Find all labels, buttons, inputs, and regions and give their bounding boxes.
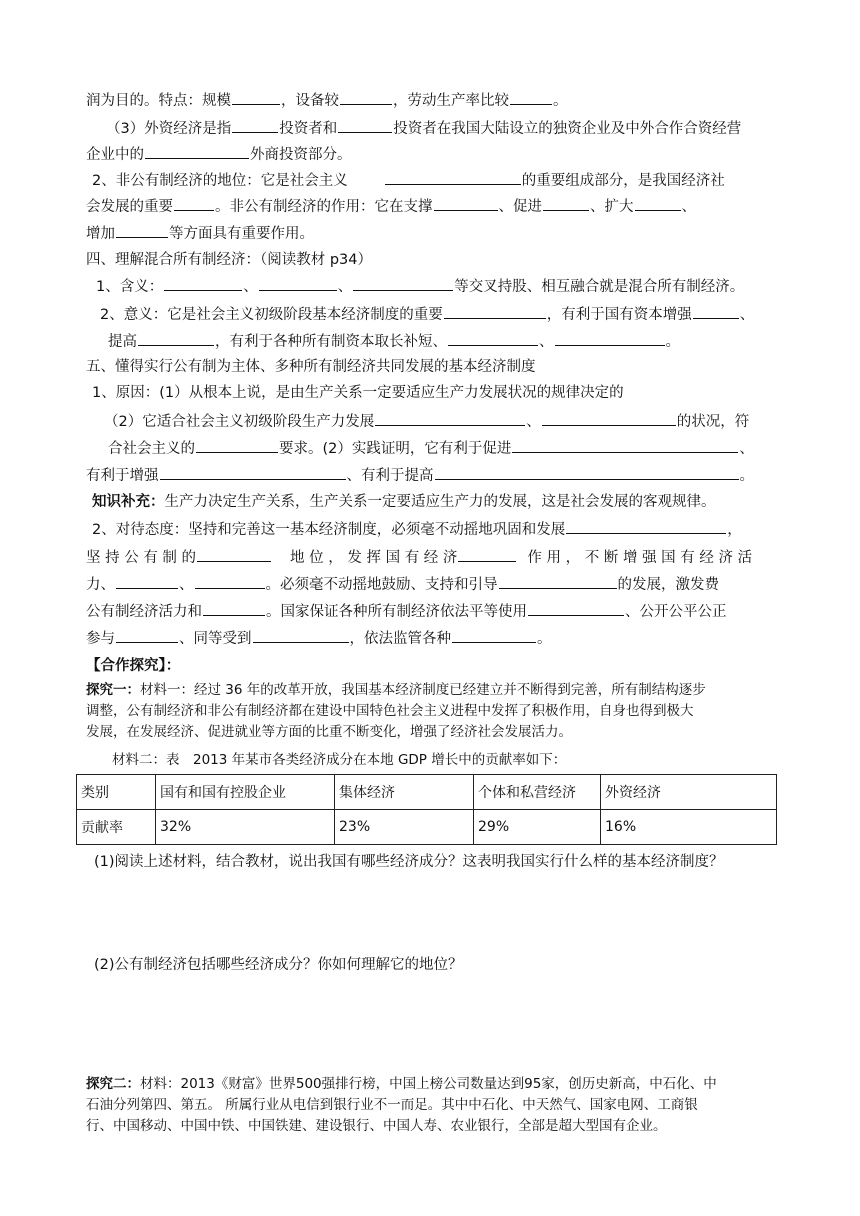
blank [635,196,681,211]
blank [693,304,739,319]
material2-caption: 材料二：表 2013 年某市各类经济成分在本地 GDP 增长中的贡献率如下： [112,752,567,768]
blank [543,196,589,211]
reason-line3: 合社会主义的 要求。(2）实践证明，它有利于促进 、 [108,438,800,459]
blank [203,601,265,616]
blank [434,196,498,211]
table-row [77,810,777,845]
explore-heading: 【合作探究】： [86,658,181,674]
question-2: (2)公有制经济包括哪些经济成分？你如何理解它的地位？ [94,957,463,973]
blank [232,118,278,133]
attitude-line4: 公有制经济活力和 。国家保证各种所有制经济依法平等使用 、公开公平公正 [86,601,800,622]
blank [174,196,214,211]
reason-line4: 有利于增强 、有利于提高 。 [86,465,800,486]
blank [116,223,168,238]
sec3-line2: （3）外资经济是指 投资者和 投资者在我国大陆设立的独资企业及中外合作合资经营 [106,118,800,139]
attitude-line1: 2、对待态度：坚持和完善这一基本经济制度，必须毫不动摇地巩固和发展 ， [92,519,800,540]
sec3-line3: 企业中的 外商投资部分。 [86,144,800,165]
blank [499,574,617,589]
explore1-line3: 发展，在发展经济、促进就业等方面的比重不断变化，增强了经济社会发展活力。 [86,724,572,740]
blank [385,170,521,185]
table-cell: 29% [474,810,601,845]
explore2-line1: 探究二：材料：2013《财富》世界500强排行榜，中国上榜公司数量达到95家，创历史新高，中石化、中 [86,1076,717,1092]
contribution-table [76,774,777,845]
status-line3: 增加 等方面具有重要作用。 [86,223,800,244]
attitude-line5: 参与 、同等受到 ，依法监管各种 。 [86,628,800,649]
table-cell: 外资经济 [601,775,777,810]
blank [510,90,552,105]
blank [435,465,739,480]
table-cell: 类别 [77,775,156,810]
mixed-line1: 1、含义： 、 、 等交叉持股、相互融合就是混合所有制经济。 [96,276,800,297]
blank [197,547,271,562]
blank [542,411,676,426]
sec3-line1: 润为目的。特点：规模 ，设备较 ，劳动生产率比较 。 [86,90,800,111]
table-cell: 16% [601,810,777,845]
table-cell: 23% [335,810,474,845]
blank [444,304,546,319]
mixed-line2: 2、意义：它是社会主义初级阶段基本经济制度的重要 ，有利于国有资本增强 、 [100,304,800,325]
blank [259,276,337,291]
blank [458,547,516,562]
blank [375,411,525,426]
blank [196,438,278,453]
answer-space-2[interactable] [86,980,800,1070]
section5-heading: 五、懂得实行公有制为主体、多种所有制经济共同发展的基本经济制度 [86,359,536,375]
reason-line1: 1、原因：(1）从根本上说，是由生产关系一定要适应生产力发展状况的规律决定的 [92,385,624,401]
blank [353,276,453,291]
blank [528,601,624,616]
blank [138,331,214,346]
blank [145,144,249,159]
explore1-line1: 探究一：材料一：经过 36 年的改革开放，我国基本经济制度已经建立并不断得到完善，所有制结构逐步 [86,682,706,698]
table-header-row [77,775,777,810]
explore2-line2: 石油分列第四、第五。 所属行业从电信到银行业不一而足。其中中石化、中天然气、国家电网、工商银 [86,1097,698,1113]
section4-heading: 四、理解混合所有制经济：（阅读教材 p34） [86,252,373,268]
blank [512,438,738,453]
blank [232,90,280,105]
question-1: (1)阅读上述材料，结合教材，说出我国有哪些经济成分？这表明我国实行什么样的基本经济制度？ [94,854,724,870]
explore2-line3: 行、中国移动、中国中铁、中国铁建、建设银行、中国人寿、农业银行，全部是超大型国有企业。 [86,1118,667,1134]
blank [164,276,242,291]
blank [253,628,349,643]
blank [566,519,726,534]
blank [195,574,265,589]
reason-line2: （2）它适合社会主义初级阶段生产力发展 、 的状况，符 [104,411,800,432]
blank [452,628,536,643]
mixed-line3: 提高 ，有利于各种所有制资本取长补短、 、 。 [108,331,800,352]
table-cell: 个体和私营经济 [474,775,601,810]
answer-space-1[interactable] [86,876,800,946]
blank [116,574,178,589]
blank [338,118,392,133]
blank [160,465,346,480]
table-cell: 贡献率 [77,810,156,845]
table-cell: 国有和国有控股企业 [156,775,335,810]
explore1-line2: 调整，公有制经济和非公有制经济都在建设中国特色社会主义进程中发挥了积极作用，自身也得到极大 [86,703,694,719]
attitude-line2: 坚 持 公 有 制 的 地 位 ， 发 挥 国 有 经 济 作 用 ， 不 断 增 强 国 有 经 济 活 [86,547,800,568]
attitude-line3: 力、 、 。必须毫不动摇地鼓励、支持和引导 的发展，激发费 [86,574,800,595]
status-line1: 2、非公有制经济的地位：它是社会主义 的重要组成部分，是我国经济社 [92,170,800,191]
blank [555,331,665,346]
blank [448,331,538,346]
table-cell: 集体经济 [335,775,474,810]
table-cell: 32% [156,810,335,845]
blank [116,628,178,643]
knowledge-supplement: 知识补充：生产力决定生产关系，生产关系一定要适应生产力的发展，这是社会发展的客观规律。 [92,494,716,510]
status-line2: 会发展的重要 。非公有制经济的作用：它在支撑 、促进 、扩大 、 [86,196,800,217]
blank [340,90,392,105]
